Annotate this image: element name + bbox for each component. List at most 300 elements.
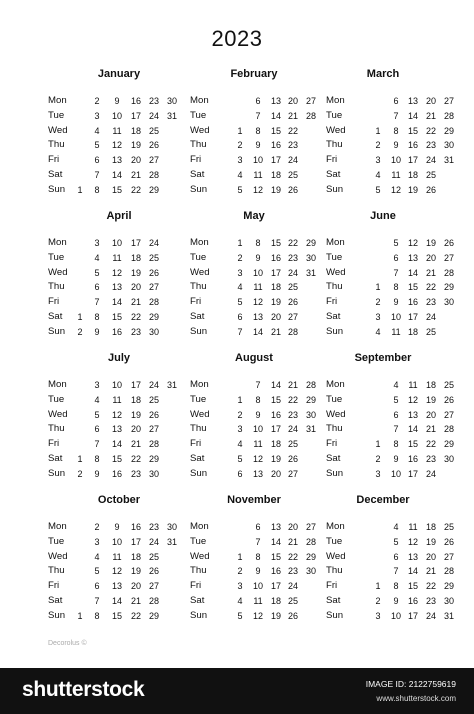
day-number: 14	[111, 170, 122, 180]
day-number: 16	[111, 326, 122, 337]
day-number: 24	[287, 267, 298, 278]
day-number: 3	[94, 380, 100, 390]
day-number: 26	[148, 140, 159, 151]
day-number: 27	[287, 468, 298, 479]
day-number: 18	[270, 170, 281, 180]
day-number: 17	[407, 312, 418, 322]
day-number: 19	[270, 297, 281, 308]
day-number: 20	[130, 424, 141, 435]
day-number: 29	[443, 439, 454, 450]
day-number: 17	[130, 238, 141, 248]
day-number: 25	[425, 170, 436, 180]
day-number: 1	[375, 439, 381, 450]
day-number: 23	[130, 326, 141, 337]
day-number: 11	[391, 326, 401, 337]
day-number: 7	[255, 536, 261, 547]
day-number: 5	[237, 454, 243, 464]
day-number: 14	[407, 267, 418, 278]
day-number: 24	[287, 424, 298, 435]
day-number: 30	[166, 96, 177, 106]
day-number: 6	[255, 522, 261, 532]
day-number: 10	[111, 380, 122, 390]
day-number: 17	[407, 155, 418, 166]
day-number: 8	[393, 282, 399, 293]
day-number: 11	[408, 522, 418, 532]
day-number: 29	[443, 125, 454, 136]
author-credit: Decorolus ©	[48, 640, 87, 647]
day-number: 27	[443, 409, 454, 420]
day-number: 18	[270, 596, 281, 606]
day-number: 26	[443, 536, 454, 547]
day-number: 26	[443, 394, 454, 405]
month-title: July	[107, 352, 130, 364]
weekday-label-wed: Wed	[48, 408, 68, 420]
month-block-may	[190, 208, 343, 346]
day-number: 21	[287, 110, 298, 121]
weekday-label-thu: Thu	[326, 423, 343, 435]
day-number: 25	[148, 394, 159, 405]
day-number: 2	[237, 566, 243, 577]
day-number: 15	[407, 282, 418, 293]
day-number: 2	[94, 96, 100, 106]
day-number: 15	[270, 394, 281, 405]
day-number: 25	[443, 380, 454, 390]
day-number: 15	[270, 238, 281, 248]
month-block-july	[48, 350, 198, 488]
day-number: 19	[130, 409, 141, 420]
weekday-label-wed: Wed	[326, 124, 346, 136]
day-number: 23	[425, 140, 436, 151]
day-number: 21	[287, 380, 298, 390]
weekday-label-thu: Thu	[48, 281, 65, 293]
day-number: 21	[425, 424, 436, 435]
day-number: 6	[237, 312, 243, 322]
day-number: 5	[94, 409, 100, 420]
day-number: 19	[270, 610, 281, 621]
weekday-label-wed: Wed	[190, 266, 210, 278]
day-number: 16	[270, 140, 281, 151]
day-number: 3	[375, 312, 381, 322]
day-number: 15	[111, 184, 122, 195]
weekday-label-wed: Wed	[326, 408, 346, 420]
day-number: 14	[407, 110, 418, 121]
day-number: 28	[148, 439, 159, 450]
month-title: November	[227, 494, 281, 506]
day-number: 5	[94, 566, 100, 577]
day-number: 31	[166, 380, 177, 390]
day-number: 2	[375, 140, 381, 151]
day-number: 25	[148, 252, 159, 263]
day-number: 18	[407, 170, 418, 180]
day-number: 25	[425, 326, 436, 337]
day-number: 29	[443, 581, 454, 592]
day-number: 14	[252, 326, 263, 337]
day-number: 3	[237, 267, 243, 278]
weekday-label-sun: Sun	[190, 467, 208, 479]
day-number: 25	[287, 596, 298, 606]
day-number: 28	[443, 566, 454, 577]
day-number: 7	[393, 566, 399, 577]
day-number: 3	[94, 110, 100, 121]
weekday-label-sun: Sun	[48, 325, 66, 337]
day-number: 23	[130, 468, 141, 479]
day-number: 16	[270, 252, 281, 263]
day-number: 6	[393, 252, 399, 263]
day-number: 8	[255, 238, 261, 248]
month-title: August	[235, 352, 273, 364]
month-block-october	[48, 492, 198, 630]
day-number: 20	[425, 409, 436, 420]
weekday-label-fri: Fri	[190, 438, 202, 450]
day-number: 10	[390, 312, 401, 322]
weekday-label-fri: Fri	[326, 438, 338, 450]
day-number: 7	[94, 439, 100, 450]
day-number: 8	[393, 125, 399, 136]
day-number: 7	[255, 110, 261, 121]
weekday-label-mon: Mon	[190, 521, 209, 532]
day-number: 20	[130, 282, 141, 293]
day-number: 23	[287, 252, 298, 263]
day-number: 3	[94, 536, 100, 547]
weekday-label-tue: Tue	[48, 251, 65, 263]
day-number: 22	[287, 551, 298, 562]
day-number: 4	[237, 439, 243, 450]
day-number: 21	[425, 110, 436, 121]
day-number: 18	[425, 522, 436, 532]
day-number: 23	[425, 596, 436, 606]
day-number: 11	[253, 439, 263, 450]
day-number: 16	[130, 522, 141, 532]
day-number: 2	[375, 454, 381, 464]
weekday-label-tue: Tue	[326, 251, 343, 263]
month-block-september	[326, 350, 474, 488]
weekday-label-sat: Sat	[48, 453, 63, 464]
day-number: 20	[425, 252, 436, 263]
day-number: 1	[237, 551, 243, 562]
month-block-february	[190, 66, 343, 204]
day-number: 4	[393, 522, 399, 532]
day-number: 13	[252, 468, 263, 479]
day-number: 30	[166, 522, 177, 532]
day-number: 12	[252, 184, 263, 195]
day-number: 31	[166, 536, 177, 547]
day-number: 20	[425, 551, 436, 562]
day-number: 13	[111, 282, 122, 293]
day-number: 20	[130, 155, 141, 166]
weekday-label-mon: Mon	[326, 379, 345, 390]
day-number: 26	[148, 409, 159, 420]
day-number: 30	[305, 566, 316, 577]
weekday-label-sun: Sun	[48, 467, 66, 479]
day-number: 29	[148, 454, 159, 464]
day-number: 2	[77, 468, 83, 479]
day-number: 9	[393, 297, 399, 308]
day-number: 5	[393, 536, 399, 547]
day-number: 7	[393, 110, 399, 121]
weekday-label-sun: Sun	[190, 609, 208, 621]
day-number: 19	[130, 140, 141, 151]
weekday-label-thu: Thu	[190, 139, 207, 151]
day-number: 17	[407, 610, 418, 621]
day-number: 9	[94, 326, 100, 337]
day-number: 20	[270, 312, 281, 322]
day-number: 15	[111, 312, 122, 322]
day-number: 20	[130, 581, 141, 592]
day-number: 24	[425, 468, 436, 479]
day-number: 2	[77, 326, 83, 337]
day-number: 30	[443, 454, 454, 464]
day-number: 9	[393, 454, 399, 464]
day-number: 4	[375, 326, 381, 337]
day-number: 30	[305, 409, 316, 420]
day-number: 12	[407, 536, 418, 547]
day-number: 13	[111, 581, 122, 592]
day-number: 24	[148, 110, 159, 121]
day-number: 13	[270, 522, 281, 532]
day-number: 1	[77, 610, 83, 621]
day-number: 17	[270, 267, 281, 278]
weekday-label-wed: Wed	[190, 408, 210, 420]
day-number: 4	[237, 596, 243, 606]
day-number: 23	[287, 566, 298, 577]
day-number: 19	[425, 394, 436, 405]
day-number: 10	[111, 238, 122, 248]
day-number: 19	[130, 267, 141, 278]
day-number: 19	[130, 566, 141, 577]
day-number: 16	[270, 566, 281, 577]
weekday-label-sat: Sat	[190, 311, 205, 322]
weekday-label-sun: Sun	[190, 183, 208, 195]
day-number: 2	[375, 297, 381, 308]
weekday-label-tue: Tue	[326, 109, 343, 121]
day-number: 31	[166, 110, 177, 121]
day-number: 8	[255, 125, 261, 136]
day-number: 10	[390, 155, 401, 166]
day-number: 22	[287, 125, 298, 136]
day-number: 1	[77, 184, 83, 195]
day-number: 14	[407, 424, 418, 435]
day-number: 28	[305, 110, 316, 121]
shutterstock-logo: shutterstock	[22, 678, 145, 701]
weekday-label-tue: Tue	[48, 109, 65, 121]
day-number: 19	[407, 184, 418, 195]
day-number: 14	[407, 566, 418, 577]
day-number: 6	[255, 96, 261, 106]
day-number: 25	[148, 551, 159, 562]
day-number: 14	[111, 596, 122, 606]
day-number: 30	[443, 297, 454, 308]
day-number: 1	[237, 394, 243, 405]
day-number: 7	[94, 596, 100, 606]
day-number: 6	[393, 551, 399, 562]
day-number: 30	[305, 252, 316, 263]
day-number: 25	[287, 282, 298, 293]
day-number: 14	[111, 297, 122, 308]
day-number: 23	[287, 140, 298, 151]
month-block-december	[326, 492, 474, 630]
day-number: 12	[111, 267, 122, 278]
day-number: 4	[94, 252, 100, 263]
day-number: 12	[390, 184, 401, 195]
weekday-label-wed: Wed	[190, 124, 210, 136]
weekday-label-wed: Wed	[48, 124, 68, 136]
weekday-label-sat: Sat	[326, 311, 341, 322]
month-block-january	[48, 66, 198, 204]
day-number: 6	[94, 282, 100, 293]
weekday-label-thu: Thu	[326, 281, 343, 293]
day-number: 29	[305, 238, 316, 248]
day-number: 30	[443, 140, 454, 151]
day-number: 22	[130, 184, 141, 195]
weekday-label-fri: Fri	[190, 580, 202, 592]
day-number: 15	[111, 454, 122, 464]
day-number: 12	[252, 610, 263, 621]
day-number: 15	[270, 125, 281, 136]
day-number: 21	[270, 326, 281, 337]
day-number: 17	[130, 536, 141, 547]
day-number: 5	[237, 184, 243, 195]
day-number: 24	[425, 610, 436, 621]
weekday-label-fri: Fri	[326, 154, 338, 166]
day-number: 3	[237, 581, 243, 592]
day-number: 26	[148, 566, 159, 577]
weekday-label-sun: Sun	[48, 183, 66, 195]
day-number: 20	[270, 468, 281, 479]
day-number: 22	[287, 238, 298, 248]
day-number: 13	[407, 409, 418, 420]
day-number: 31	[443, 155, 454, 166]
day-number: 1	[237, 238, 243, 248]
month-block-november	[190, 492, 343, 630]
day-number: 27	[443, 252, 454, 263]
day-number: 9	[393, 596, 399, 606]
day-number: 30	[148, 326, 159, 337]
day-number: 18	[270, 282, 281, 293]
month-title: January	[97, 68, 141, 80]
weekday-label-sun: Sun	[326, 609, 344, 621]
weekday-label-sun: Sun	[326, 183, 344, 195]
day-number: 12	[111, 409, 122, 420]
day-number: 30	[443, 596, 454, 606]
day-number: 9	[255, 566, 261, 577]
weekday-label-mon: Mon	[48, 237, 67, 248]
day-number: 22	[425, 125, 436, 136]
day-number: 3	[94, 238, 100, 248]
day-number: 10	[252, 424, 263, 435]
month-title: December	[356, 494, 410, 506]
day-number: 27	[148, 282, 159, 293]
day-number: 24	[425, 312, 436, 322]
weekday-label-thu: Thu	[190, 565, 207, 577]
month-block-march	[326, 66, 474, 204]
day-number: 11	[112, 394, 122, 405]
day-number: 18	[407, 326, 418, 337]
day-number: 25	[443, 522, 454, 532]
day-number: 11	[253, 282, 263, 293]
day-number: 18	[130, 394, 141, 405]
day-number: 9	[255, 409, 261, 420]
day-number: 24	[425, 155, 436, 166]
day-number: 31	[305, 424, 316, 435]
weekday-label-fri: Fri	[48, 580, 60, 592]
calendar-year-title: 2023	[211, 26, 263, 51]
month-block-june	[326, 208, 474, 346]
day-number: 10	[111, 110, 122, 121]
weekday-label-tue: Tue	[48, 535, 65, 547]
day-number: 30	[148, 468, 159, 479]
day-number: 8	[94, 184, 100, 195]
day-number: 6	[94, 581, 100, 592]
day-number: 12	[252, 297, 263, 308]
day-number: 18	[130, 252, 141, 263]
day-number: 1	[237, 125, 243, 136]
weekday-label-tue: Tue	[190, 109, 207, 121]
day-number: 28	[305, 380, 316, 390]
day-number: 15	[270, 551, 281, 562]
weekday-label-mon: Mon	[326, 237, 345, 248]
day-number: 10	[252, 581, 263, 592]
month-title: September	[354, 352, 412, 364]
day-number: 19	[270, 184, 281, 195]
day-number: 27	[148, 155, 159, 166]
month-block-april	[48, 208, 198, 346]
day-number: 10	[252, 155, 263, 166]
weekday-label-thu: Thu	[48, 565, 65, 577]
day-number: 25	[287, 439, 298, 450]
day-number: 9	[94, 468, 100, 479]
weekday-label-sat: Sat	[326, 169, 341, 180]
day-number: 26	[425, 184, 436, 195]
weekday-label-thu: Thu	[190, 281, 207, 293]
day-number: 28	[148, 596, 159, 606]
day-number: 27	[148, 581, 159, 592]
day-number: 17	[270, 581, 281, 592]
day-number: 29	[148, 312, 159, 322]
weekday-label-tue: Tue	[190, 393, 207, 405]
weekday-label-fri: Fri	[190, 154, 202, 166]
day-number: 26	[287, 297, 298, 308]
weekday-label-wed: Wed	[48, 266, 68, 278]
day-number: 6	[393, 96, 399, 106]
day-number: 22	[425, 439, 436, 450]
day-number: 15	[407, 439, 418, 450]
day-number: 27	[305, 96, 316, 106]
day-number: 28	[148, 297, 159, 308]
day-number: 29	[305, 551, 316, 562]
day-number: 2	[237, 409, 243, 420]
day-number: 1	[77, 454, 83, 464]
day-number: 24	[148, 238, 159, 248]
day-number: 11	[391, 170, 401, 180]
day-number: 9	[393, 140, 399, 151]
day-number: 22	[130, 454, 141, 464]
month-title: March	[366, 68, 400, 80]
day-number: 5	[393, 238, 399, 248]
day-number: 9	[114, 522, 120, 532]
weekday-label-tue: Tue	[326, 535, 343, 547]
day-number: 12	[111, 140, 122, 151]
day-number: 5	[94, 267, 100, 278]
day-number: 9	[255, 252, 261, 263]
day-number: 18	[130, 551, 141, 562]
day-number: 7	[255, 380, 261, 390]
weekday-label-sun: Sun	[326, 467, 344, 479]
day-number: 21	[130, 297, 141, 308]
day-number: 7	[393, 424, 399, 435]
month-title: February	[230, 68, 278, 80]
day-number: 4	[393, 380, 399, 390]
day-number: 28	[443, 424, 454, 435]
